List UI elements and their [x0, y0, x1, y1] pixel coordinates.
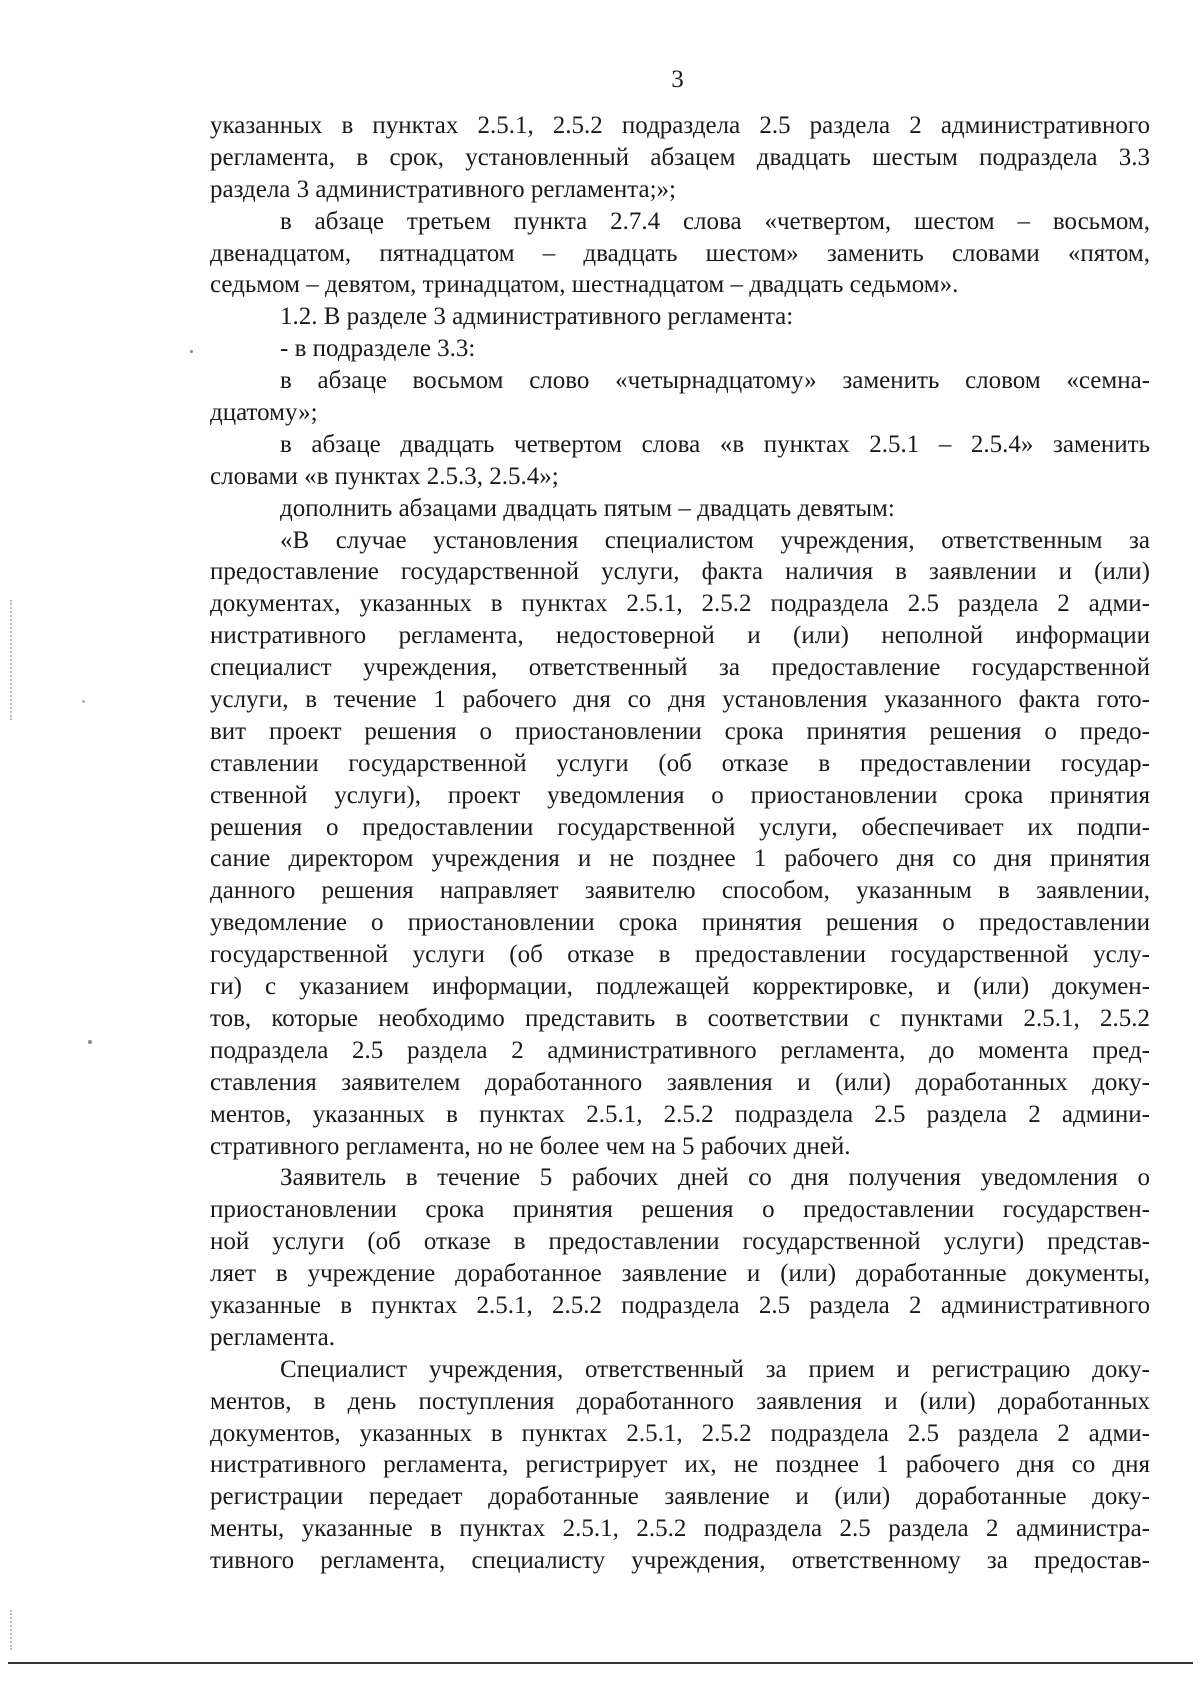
- text-line: предоставление государственной услуги, факта наличия в заявлении и (или): [210, 558, 1150, 586]
- text-line: регламента, в срок, установленный абзацем двадцать шестым подраздела 3.3: [210, 143, 1150, 171]
- text-line: регламента.: [210, 1323, 336, 1351]
- text-line: указанные в пунктах 2.5.1, 2.5.2 подраздела 2.5 раздела 2 административного: [210, 1291, 1150, 1319]
- text-line: нистративного регламента, регистрирует их, не позднее 1 рабочего дня со дня: [210, 1451, 1150, 1479]
- text-line: раздела 3 административного регламента;»;: [210, 175, 676, 203]
- text-line: уведомление о приостановлении срока принятия решения о предоставлении: [210, 909, 1150, 937]
- text-line: документах, указанных в пунктах 2.5.1, 2.5.2 подраздела 2.5 раздела 2 адми-: [210, 590, 1150, 618]
- text-line: тов, которые необходимо представить в соответствии с пунктами 2.5.1, 2.5.2: [210, 1004, 1150, 1032]
- text-line: в абзаце третьем пункта 2.7.4 слова «четвертом, шестом – восьмом,: [280, 207, 1150, 235]
- text-line: Заявитель в течение 5 рабочих дней со дня получения уведомления о: [280, 1164, 1150, 1192]
- text-line: Специалист учреждения, ответственный за прием и регистрацию доку-: [280, 1355, 1150, 1383]
- scan-edge-marks: [10, 600, 14, 720]
- text-line: ментов, указанных в пунктах 2.5.1, 2.5.2 подраздела 2.5 раздела 2 админи-: [210, 1100, 1150, 1128]
- text-line: «В случае установления специалистом учреждения, ответственным за: [280, 526, 1150, 554]
- text-line: в абзаце восьмом слово «четырнадцатому» заменить словом «семна-: [280, 367, 1150, 395]
- page-bottom-rule: [8, 1662, 1193, 1664]
- scan-speck: [190, 350, 193, 353]
- text-line: ставления заявителем доработанного заявления и (или) доработанных доку-: [210, 1068, 1150, 1096]
- page-number: 3: [671, 66, 684, 93]
- text-line: указанных в пунктах 2.5.1, 2.5.2 подраздела 2.5 раздела 2 административного: [210, 112, 1150, 139]
- text-line: подраздела 2.5 раздела 2 административного регламента, до момента пред-: [210, 1036, 1150, 1064]
- text-line: ставлении государственной услуги (об отказе в предоставлении государ-: [210, 749, 1150, 777]
- text-line: менты, указанные в пунктах 2.5.1, 2.5.2 подраздела 2.5 раздела 2 администра-: [210, 1515, 1150, 1543]
- text-line: сание директором учреждения и не позднее 1 рабочего дня со дня принятия: [210, 845, 1150, 873]
- text-line: вит проект решения о приостановлении срока принятия решения о предо-: [210, 717, 1150, 745]
- scan-speck: [82, 700, 85, 703]
- text-line: словами «в пунктах 2.5.3, 2.5.4»;: [210, 462, 559, 490]
- text-line: двенадцатом, пятнадцатом – двадцать шестом» заменить словами «пятом,: [210, 239, 1150, 267]
- scan-speck: [88, 1040, 92, 1044]
- text-line: документов, указанных в пунктах 2.5.1, 2.5.2 подраздела 2.5 раздела 2 адми-: [210, 1419, 1150, 1447]
- text-line: ляет в учреждение доработанное заявление и (или) доработанные документы,: [210, 1260, 1150, 1288]
- text-line: регистрации передает доработанные заявление и (или) доработанные доку-: [210, 1483, 1150, 1511]
- text-line: решения о предоставлении государственной услуги, обеспечивает их подпи-: [210, 813, 1150, 841]
- text-line: в абзаце двадцать четвертом слова «в пунктах 2.5.1 – 2.5.4» заменить: [280, 430, 1150, 458]
- text-line: ственной услуги), проект уведомления о приостановлении срока принятия: [210, 781, 1150, 809]
- text-line: государственной услуги (об отказе в предоставлении государственной услу-: [210, 941, 1150, 969]
- scan-edge-marks: [10, 1610, 14, 1650]
- text-line: нистративного регламента, недостоверной и (или) неполной информации: [210, 622, 1150, 650]
- text-line: седьмом – девятом, тринадцатом, шестнадцатом – двадцать седьмом».: [210, 271, 959, 299]
- text-line: - в подразделе 3.3:: [280, 335, 476, 363]
- document-body: [210, 110, 1150, 1577]
- text-line: 1.2. В разделе 3 административного регламента:: [280, 303, 794, 331]
- text-line: специалист учреждения, ответственный за предоставление государственной: [210, 654, 1150, 682]
- text-line: ментов, в день поступления доработанного заявления и (или) доработанных: [210, 1387, 1150, 1415]
- text-line: данного решения направляет заявителю способом, указанным в заявлении,: [210, 877, 1150, 905]
- text-line: ги) с указанием информации, подлежащей корректировке, и (или) докумен-: [210, 973, 1150, 1001]
- text-line: стративного регламента, но не более чем на 5 рабочих дней.: [210, 1132, 851, 1160]
- text-line: дополнить абзацами двадцать пятым – двадцать девятым:: [280, 494, 895, 522]
- text-line: приостановлении срока принятия решения о предоставлении государствен-: [210, 1196, 1150, 1224]
- text-line: дцатому»;: [210, 399, 318, 427]
- text-line: тивного регламента, специалисту учреждения, ответственному за предостав-: [210, 1547, 1150, 1575]
- text-line: ной услуги (об отказе в предоставлении государственной услуги) представ-: [210, 1228, 1150, 1256]
- text-line: услуги, в течение 1 рабочего дня со дня установления указанного факта гото-: [210, 686, 1150, 714]
